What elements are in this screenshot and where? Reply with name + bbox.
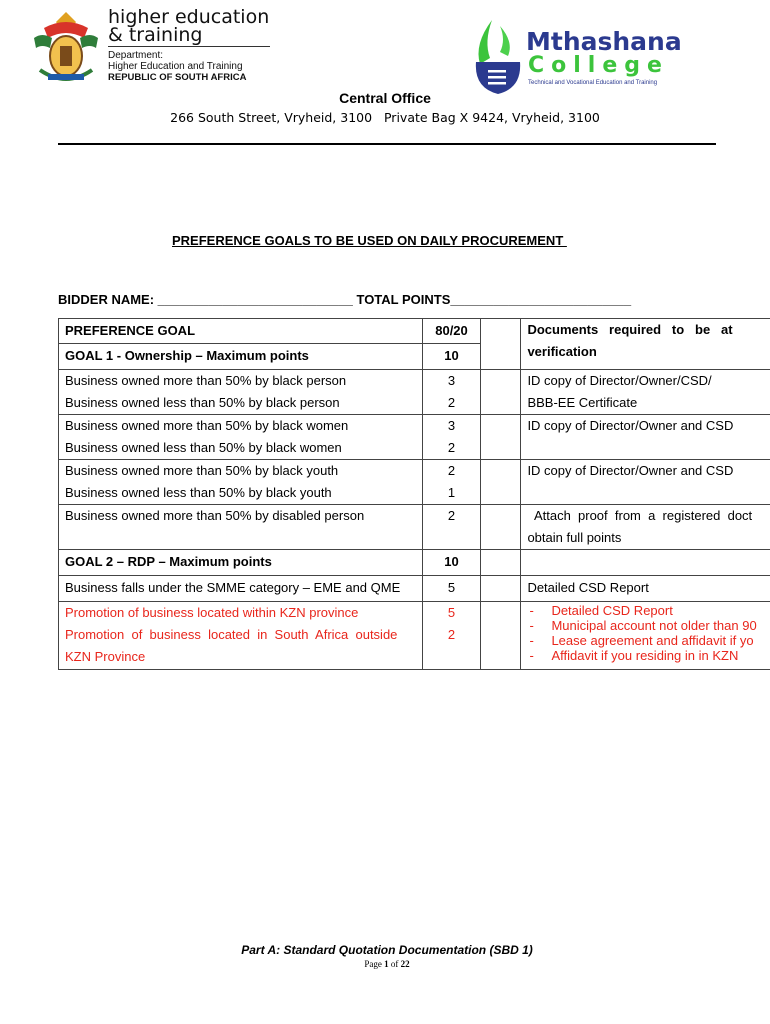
dhet-dept-label: Department: [108,50,164,61]
kzn-points: 5 2 [422,602,480,670]
header-docs-line1: Documents required to be at [527,322,733,337]
dhet-title-line2: & training [108,24,203,46]
goal2-label: GOAL 2 – RDP – Maximum points [59,550,423,576]
college-name-line1: Mthashana [526,27,682,56]
goal1-points: 10 [422,344,480,370]
required-documents: ID copy of Director/Owner and CSD [521,415,770,460]
bidder-line: BIDDER NAME: ___________________________ TOTAL POINTS_________________________ [58,292,632,307]
spacer-cell [481,415,521,460]
college-logo-mark [470,18,528,96]
list-item: - Municipal account not older than 90 [529,618,757,633]
list-item: - Affidavit if you residing in in KZN [529,648,739,663]
kzn-row [59,602,770,670]
preference-goals-table [58,318,770,670]
smme-points: 5 [422,576,480,602]
footer-part-label: Part A: Standard Quotation Documentation (SBD 1) [241,943,533,957]
dhet-divider [108,46,270,47]
smme-row [59,576,770,602]
required-documents: Attach proof from a registered doct obtain full points [521,505,770,550]
goal-description: Business owned more than 50% by black youth Business owned less than 50% by black youth [59,460,423,505]
header-rule [58,143,716,145]
kzn-documents [521,602,770,670]
required-documents: ID copy of Director/Owner/CSD/ BBB-EE Certificate [521,370,770,415]
header-points: 80/20 [422,319,480,344]
spacer-cell [481,602,521,670]
header-goal: PREFERENCE GOAL [59,319,423,344]
goal-points: 2 [422,505,480,550]
table-row [59,505,770,550]
goal-description: Business owned more than 50% by black women Business owned less than 50% by black women [59,415,423,460]
goal-description: Business owned more than 50% by black person Business owned less than 50% by black person [59,370,423,415]
spacer-cell [481,460,521,505]
office-address: 266 South Street, Vryheid, 3100 Private Bag X 9424, Vryheid, 3100 [170,110,600,125]
dhet-title-line1: higher education [108,6,270,28]
dhet-dept-name: Higher Education and Training [108,61,243,72]
smme-documents: Detailed CSD Report [521,576,770,602]
college-name-line2: College [528,53,669,78]
spacer-cell [481,576,521,602]
coat-of-arms-logo [26,8,106,88]
goal-points: 2 1 [422,460,480,505]
goal-points: 3 2 [422,415,480,460]
table-row [59,460,770,505]
spacer-cell [481,370,521,415]
header-documents [521,319,770,370]
table-header-row [59,319,770,344]
list-item: - Lease agreement and affidavit if yo [529,633,754,648]
footer-page-number: Page 1 of 22 [364,959,410,969]
spacer-cell [481,505,521,550]
header-spacer [481,319,521,370]
empty-documents [521,550,770,576]
goal2-row [59,550,770,576]
goal1-label: GOAL 1 - Ownership – Maximum points [59,344,423,370]
document-title: PREFERENCE GOALS TO BE USED ON DAILY PROCUREMENT [172,233,567,248]
dhet-republic: REPUBLIC OF SOUTH AFRICA [108,72,247,83]
list-item: - Detailed CSD Report [529,603,673,618]
header-docs-line2: verification [527,344,597,359]
required-documents: ID copy of Director/Owner and CSD [521,460,770,505]
goal-points: 3 2 [422,370,480,415]
goal-description: Business owned more than 50% by disabled person [59,505,423,550]
college-tagline: Technical and Vocational Education and Training [528,80,658,86]
smme-label: Business falls under the SMME category – EME and QME [59,576,423,602]
goal2-points: 10 [422,550,480,576]
spacer-cell [481,550,521,576]
office-title: Central Office [339,90,431,106]
kzn-description: Promotion of business located within KZN province Promotion of business located in South Africa outside KZN Province [59,602,423,670]
table-row [59,415,770,460]
table-row [59,370,770,415]
